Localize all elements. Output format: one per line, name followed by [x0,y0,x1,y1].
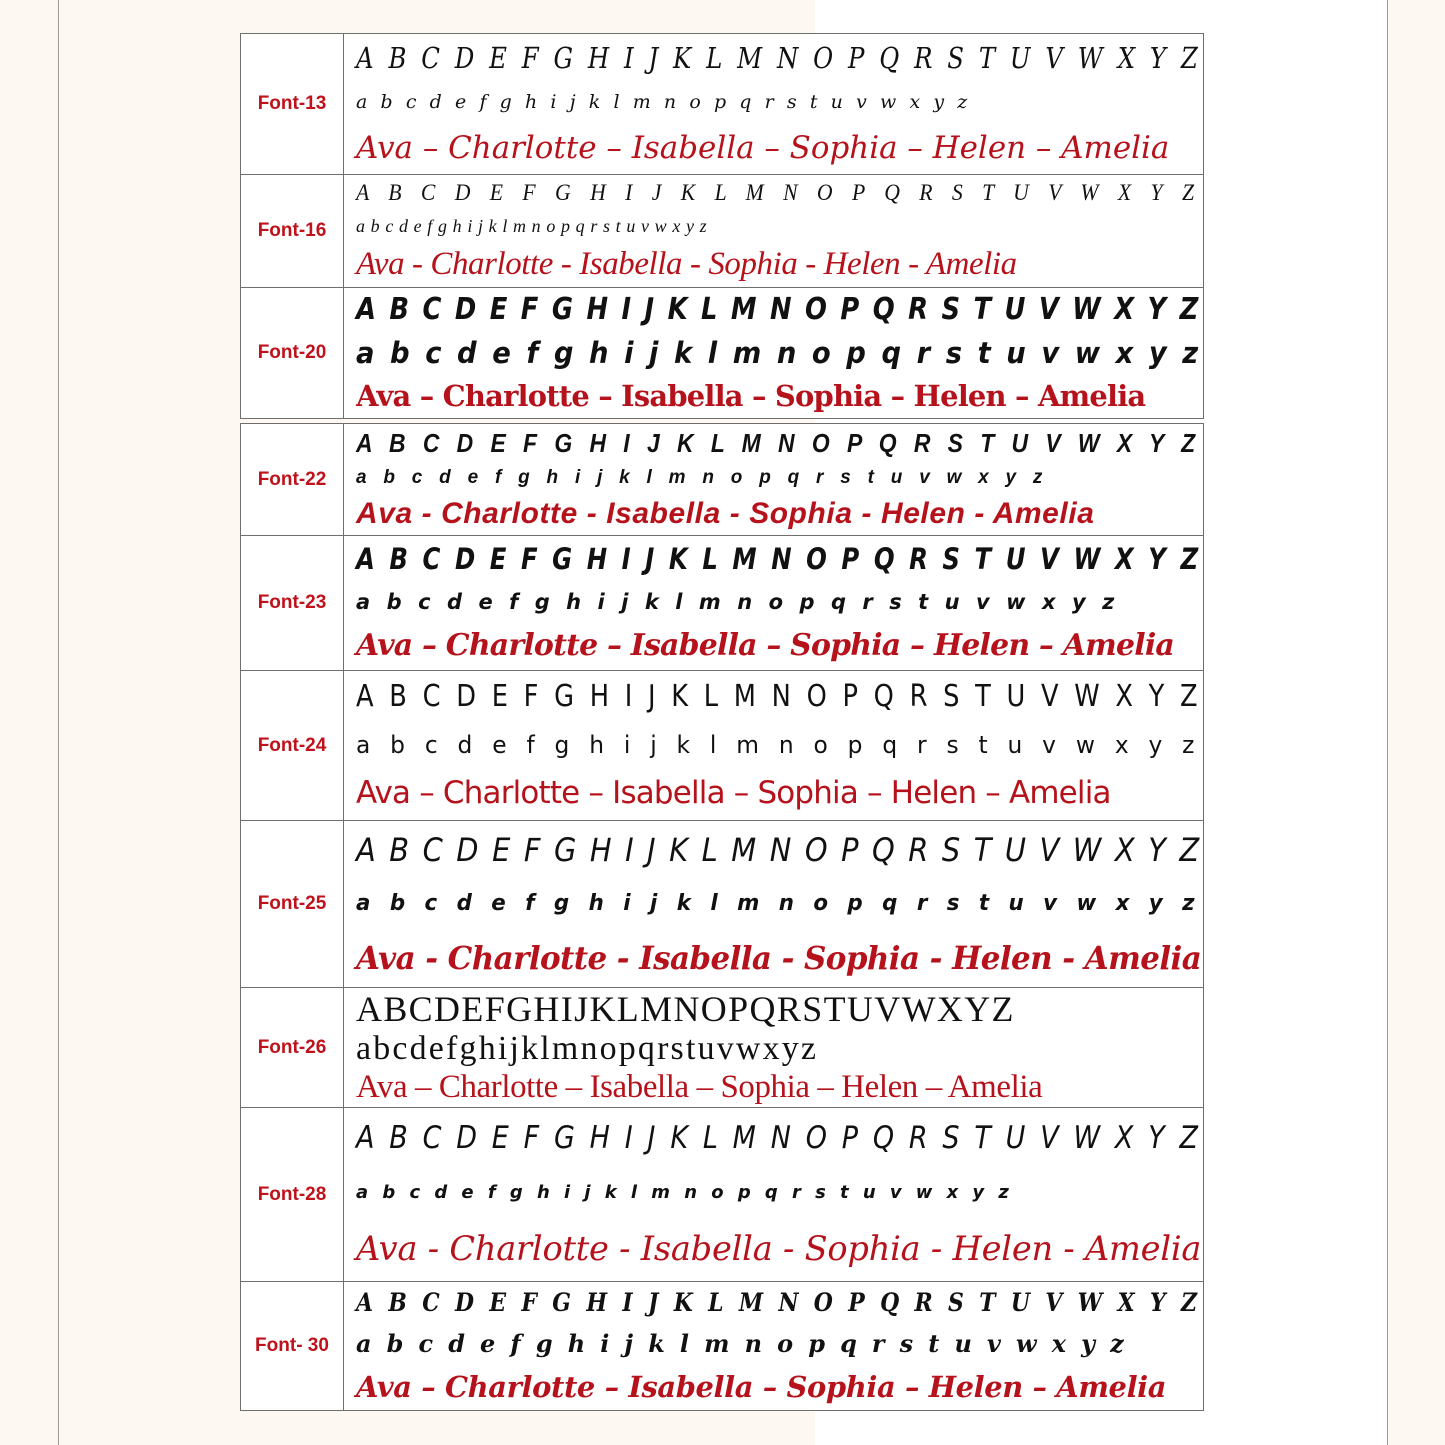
font-label: Font-28 [241,1108,344,1281]
font-label: Font-16 [241,175,344,287]
lowercase-sample: a b c d e f g h i j k l m n o p q r s t u v w x y z [356,1182,1013,1203]
font-label: Font-20 [241,288,344,418]
names-sample: Ava – Charlotte – Isabella – Sophia – Helen – Amelia [356,129,1170,166]
uppercase-sample: A B C D E F G H I J K L M N O P Q R S T U V W X Y Z [356,41,1202,76]
uppercase-sample: A B C D E F G H I J K L M N O P Q R S T U V W X Y Z [356,1288,1201,1318]
uppercase-sample: A B C D E F G H I J K L M N O P Q R S T U V W X Y Z [356,1120,1202,1156]
names-sample: Ava – Charlotte – Isabella – Sophia – Helen – Amelia [356,628,1175,663]
uppercase-sample: A B C D E F G H I J K L M N O P Q R S T U V W X Y Z [356,678,1202,714]
font-sample [344,175,1203,287]
lowercase-sample: a b c d e f g h i j k l m n o p q r s t u v w x y z [356,91,971,114]
names-sample: Ava - Charlotte - Isabella - Sophia - Helen - Amelia [356,497,1095,530]
page-edge-left [58,0,59,1445]
font-label: Font-26 [241,988,344,1107]
font-row [240,174,1204,288]
font-sample [344,671,1203,820]
lowercase-sample: abcdefghijklmnopqrstuvwxyz [356,1029,819,1067]
font-row [240,287,1204,419]
font-row [240,1281,1204,1411]
font-sample [344,34,1203,174]
font-label: Font-24 [241,671,344,820]
lowercase-sample: a b c d e f g h i j k l m n o p q r s t u v w x y z [356,590,1119,614]
font-sample [344,424,1203,535]
lowercase-sample: a b c d e f g h i j k l m n o p q r s t u v w x y z [356,215,708,236]
uppercase-sample: ABCDEFGHIJKLMNOPQRSTUVWXYZ [356,988,1015,1029]
font-row [240,670,1204,821]
uppercase-sample: A B C D E F G H I J K L M N O P Q R S T U V W X Y Z [356,180,1202,206]
lowercase-sample: a b c d e f g h i j k l m n o p q r s t u v w x y z [356,1328,1128,1358]
font-sample [344,288,1203,418]
uppercase-sample: A B C D E F G H I J K L M N O P Q R S T U V W X Y Z [356,292,1201,327]
font-row [240,33,1204,175]
uppercase-sample: A B C D E F G H I J K L M N O P Q R S T U V W X Y Z [356,542,1202,576]
font-label: Font- 30 [241,1282,344,1410]
font-row [240,820,1204,988]
font-row [240,987,1204,1108]
font-sample [344,1282,1203,1410]
font-label: Font-25 [241,821,344,987]
lowercase-sample: a b c d e f g h i j k l m n o p q r s t u v w x y z [356,890,1201,916]
uppercase-sample: A B C D E F G H I J K L M N O P Q R S T U V W X Y Z [356,428,1201,458]
names-sample: Ava – Charlotte – Isabella – Sophia – Helen – Amelia [356,1069,1043,1106]
font-row [240,423,1204,536]
lowercase-sample: a b c d e f g h i j k l m n o p q r s t u v w x y z [356,730,1201,759]
font-label: Font-23 [241,536,344,670]
page-edge-right [1387,0,1388,1445]
names-sample: Ava – Charlotte – Isabella – Sophia – Helen – Amelia [356,1369,1167,1404]
font-sample [344,988,1203,1107]
names-sample: Ava - Charlotte - Isabella - Sophia - Helen - Amelia [356,1229,1202,1269]
names-sample: Ava - Charlotte - Isabella - Sophia - Helen - Amelia [356,245,1017,282]
font-sample [344,1108,1203,1281]
font-row [240,1107,1204,1282]
names-sample: Ava – Charlotte – Isabella – Sophia – Helen – Amelia [356,379,1146,413]
font-label: Font-22 [241,424,344,535]
names-sample: Ava - Charlotte - Isabella - Sophia - Helen - Amelia [356,938,1202,977]
font-label: Font-13 [241,34,344,174]
lowercase-sample: a b c d e f g h i j k l m n o p q r s t u v w x y z [356,336,1202,370]
uppercase-sample: A B C D E F G H I J K L M N O P Q R S T U V W X Y Z [356,831,1202,870]
names-sample: Ava – Charlotte – Isabella – Sophia – Helen – Amelia [356,775,1111,812]
font-row [240,535,1204,671]
lowercase-sample: a b c d e f g h i j k l m n o p q r s t u v w x y z [356,467,1049,488]
font-sample [344,821,1203,987]
font-sample [344,536,1203,670]
